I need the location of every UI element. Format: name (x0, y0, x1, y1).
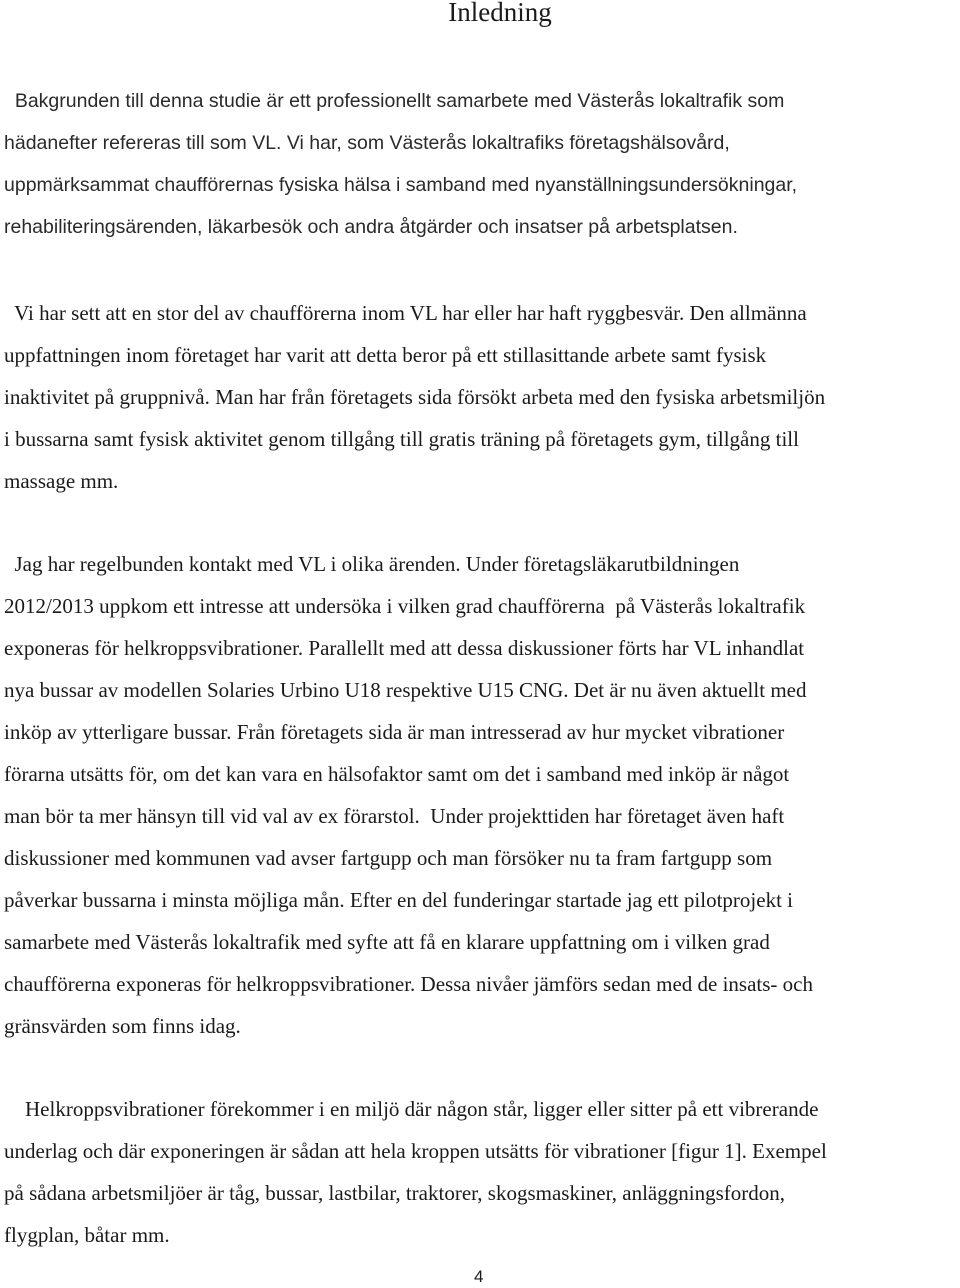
paragraph-back-problems (4, 292, 956, 502)
paragraph-whole-body-vibrations (4, 1088, 956, 1256)
text-line: nya bussar av modellen Solaries Urbino U18 respektive U15 CNG. Det är nu även aktuellt med (4, 678, 807, 702)
text-line: 2012/2013 uppkom ett intresse att undersöka i vilken grad chaufförerna på Västerås lokaltrafik (4, 594, 806, 618)
text-line: uppfattningen inom företaget har varit att detta beror på ett stillasittande arbete samt fysisk (4, 343, 767, 367)
text-line: uppmärksammat chaufförernas fysiska hälsa i samband med nyanställningsundersökningar, (4, 174, 798, 196)
text-line: diskussioner med kommunen vad avser fartgupp och man försöker nu ta fram fartgupp som (4, 846, 773, 870)
paragraph-background (4, 80, 956, 248)
page-number: 4 (474, 1267, 484, 1286)
text-line: samarbete med Västerås lokaltrafik med syfte att få en klarare uppfattning om i vilken grad (4, 930, 770, 954)
text-line: man bör ta mer hänsyn till vid val av ex förarstol. Under projekttiden har företaget även haft (4, 804, 785, 828)
text-line: massage mm. (4, 469, 119, 493)
text-line: påverkar bussarna i minsta möjliga mån. Efter en del funderingar startade jag ett pilotprojekt i (4, 888, 793, 912)
text-line: gränsvärden som finns idag. (4, 1014, 241, 1038)
text-line: på sådana arbetsmiljöer är tåg, bussar, lastbilar, traktorer, skogsmaskiner, anläggningsfordon, (4, 1181, 785, 1205)
text-line: förarna utsätts för, om det kan vara en hälsofaktor samt om det i samband med inköp är något (4, 762, 790, 786)
paragraph-pilot-project (4, 543, 956, 1047)
text-line: rehabiliteringsärenden, läkarbesök och andra åtgärder och insatser på arbetsplatsen. (4, 216, 738, 238)
text-line: inköp av ytterligare bussar. Från företagets sida är man intresserad av hur mycket vibrationer (4, 720, 785, 744)
text-line: Helkroppsvibrationer förekommer i en miljö där någon står, ligger eller sitter på ett vibrerande (4, 1097, 819, 1121)
text-line: inaktivitet på gruppnivå. Man har från företagets sida försökt arbeta med den fysiska arbetsmiljön (4, 385, 826, 409)
text-line: Vi har sett att en stor del av chaufförerna inom VL har eller har haft ryggbesvär. Den allmänna (4, 301, 807, 325)
text-line: hädanefter refereras till som VL. Vi har, som Västerås lokaltrafiks företagshälsovård, (4, 132, 730, 154)
text-line: exponeras för helkroppsvibrationer. Parallellt med att dessa diskussioner förts har VL inhandlat (4, 636, 805, 660)
text-line: flygplan, båtar mm. (4, 1223, 170, 1247)
text-line: i bussarna samt fysisk aktivitet genom tillgång till gratis träning på företagets gym, tillgång till (4, 427, 799, 451)
page-title: Inledning (448, 0, 552, 27)
text-line: Bakgrunden till denna studie är ett professionellt samarbete med Västerås lokaltrafik som (4, 90, 785, 112)
text-line: chaufförerna exponeras för helkroppsvibrationer. Dessa nivåer jämförs sedan med de insats- och (4, 972, 813, 996)
text-line: Jag har regelbunden kontakt med VL i olika ärenden. Under företagsläkarutbildningen (4, 552, 740, 576)
text-line: underlag och där exponeringen är sådan att hela kroppen utsätts för vibrationer [figur 1]. Exempel (4, 1139, 827, 1163)
